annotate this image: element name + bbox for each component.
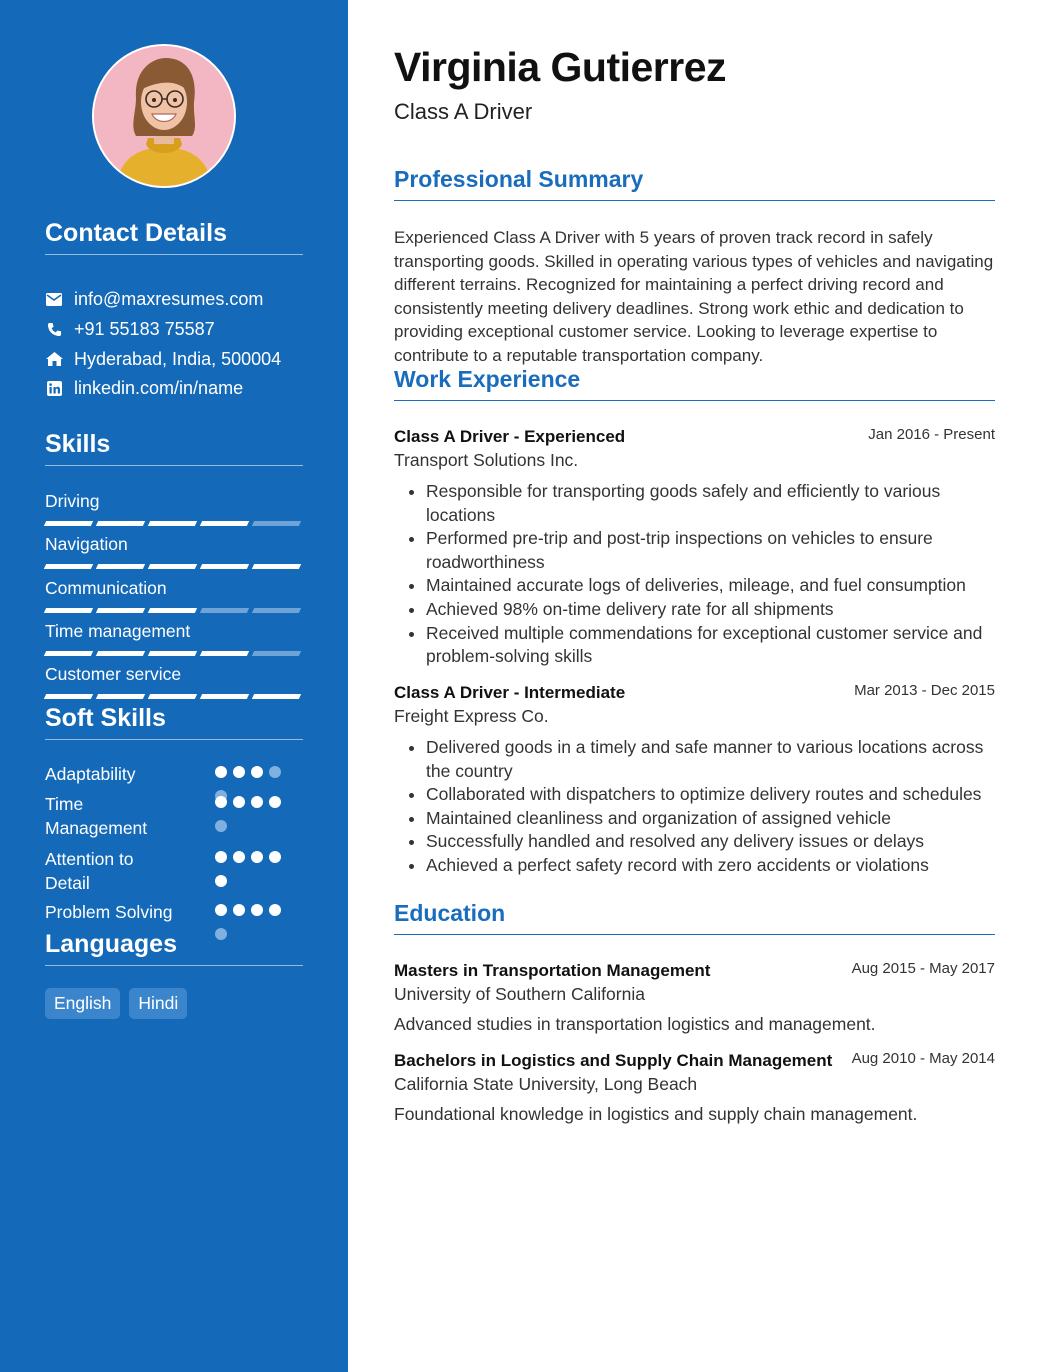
job-company: Freight Express Co. xyxy=(394,706,549,726)
job-bullet: • Responsible for transporting goods safely and efficiently to various locations xyxy=(426,480,995,527)
contact-email[interactable] xyxy=(45,285,303,315)
job-company: Transport Solutions Inc. xyxy=(394,450,579,470)
rating-dot xyxy=(215,851,227,863)
education-dates: Aug 2010 - May 2014 xyxy=(851,1050,995,1067)
soft-skills-title: Soft Skills xyxy=(45,704,303,740)
rating-dot xyxy=(269,796,281,808)
education-degree: Masters in Transportation Management xyxy=(394,961,711,980)
sidebar xyxy=(0,0,348,1372)
job-bullet: • Delivered goods in a timely and safe manner to various locations across the country xyxy=(426,736,995,783)
skill-level-segment xyxy=(44,521,93,526)
home-icon xyxy=(45,350,63,368)
job-title: Class A Driver - Experienced xyxy=(394,427,626,446)
education-desc: Advanced studies in transportation logistics and management. xyxy=(394,1014,876,1034)
soft-skill-item xyxy=(45,762,303,792)
skill-level-segment xyxy=(200,608,249,613)
education-school: University of Southern California xyxy=(394,984,645,1004)
education-degree: Bachelors in Logistics and Supply Chain Management xyxy=(394,1051,833,1070)
skill-level-segment xyxy=(200,521,249,526)
soft-skill-item xyxy=(45,847,303,900)
skill-level-segment xyxy=(148,694,197,699)
skill-level-segment xyxy=(252,564,301,569)
rating-dot xyxy=(251,851,263,863)
rating-dot xyxy=(251,796,263,808)
rating-dot xyxy=(233,904,245,916)
skill-name: Communication xyxy=(45,577,167,598)
skill-level-segment xyxy=(200,651,249,656)
skill-level-segment xyxy=(252,694,301,699)
skill-level-segment xyxy=(148,564,197,569)
skill-name: Navigation xyxy=(45,534,128,555)
rating-dot xyxy=(233,851,245,863)
skill-item xyxy=(45,489,303,532)
skills-section xyxy=(45,430,303,705)
rating-dot xyxy=(215,904,227,916)
skill-level-bar xyxy=(45,608,303,613)
job-entry xyxy=(394,681,995,878)
languages-section xyxy=(45,930,303,1019)
linkedin-icon xyxy=(45,380,63,398)
skill-level-segment xyxy=(44,694,93,699)
soft-skill-name: Time Management xyxy=(45,794,148,838)
contact-linkedin[interactable] xyxy=(45,374,303,404)
skill-level-segment xyxy=(96,521,145,526)
job-bullet: • Maintained cleanliness and organization of assigned vehicle xyxy=(426,807,995,831)
skill-level-bar xyxy=(45,694,303,699)
summary-title: Professional Summary xyxy=(394,166,995,201)
languages-title: Languages xyxy=(45,930,303,966)
job-entry xyxy=(394,425,995,669)
skill-item xyxy=(45,532,303,575)
skill-level-segment xyxy=(148,521,197,526)
skill-item xyxy=(45,662,303,705)
rating-dot xyxy=(269,766,281,778)
skills-list xyxy=(45,489,303,705)
email-icon xyxy=(45,291,63,309)
contact-address xyxy=(45,344,303,374)
job-bullets xyxy=(394,736,995,878)
rating-dot xyxy=(269,904,281,916)
skill-level-segment xyxy=(252,608,301,613)
skill-level-segment xyxy=(96,564,145,569)
skill-level-segment xyxy=(96,651,145,656)
skill-item xyxy=(45,619,303,662)
soft-skill-name: Adaptability xyxy=(45,764,136,784)
skill-level-segment xyxy=(252,651,301,656)
contact-linkedin-text: linkedin.com/in/name xyxy=(74,378,244,399)
soft-skill-rating xyxy=(215,796,287,844)
skills-title: Skills xyxy=(45,430,303,466)
job-bullet: • Successfully handled and resolved any delivery issues or delays xyxy=(426,830,995,854)
skill-level-bar xyxy=(45,564,303,569)
skill-level-segment xyxy=(200,694,249,699)
job-title: Class A Driver - Intermediate xyxy=(394,683,626,702)
rating-dot xyxy=(269,851,281,863)
rating-dot xyxy=(233,796,245,808)
soft-skills-section xyxy=(45,704,303,930)
soft-skill-rating xyxy=(215,851,287,899)
job-bullet: • Achieved a perfect safety record with zero accidents or violations xyxy=(426,854,995,878)
rating-dot xyxy=(251,904,263,916)
experience-title: Work Experience xyxy=(394,366,995,401)
rating-dot xyxy=(215,796,227,808)
education-dates: Aug 2015 - May 2017 xyxy=(851,960,995,977)
skill-level-segment xyxy=(96,608,145,613)
job-bullet: • Maintained accurate logs of deliveries, mileage, and fuel consumption xyxy=(426,574,995,598)
contact-address-text: Hyderabad, India, 500004 xyxy=(74,348,282,369)
job-dates: Mar 2013 - Dec 2015 xyxy=(854,682,995,699)
contact-phone[interactable] xyxy=(45,315,303,345)
phone-icon xyxy=(45,321,63,339)
avatar xyxy=(92,44,236,188)
soft-skill-name: Attention to Detail xyxy=(45,849,134,893)
job-dates: Jan 2016 - Present xyxy=(868,426,995,443)
skill-level-segment xyxy=(44,651,93,656)
soft-skills-list xyxy=(45,762,303,930)
skill-name: Time management xyxy=(45,620,191,641)
profile-photo xyxy=(94,46,234,186)
skill-item xyxy=(45,576,303,619)
skill-level-segment xyxy=(44,564,93,569)
soft-skill-name: Problem Solving xyxy=(45,902,173,922)
skill-name: Customer service xyxy=(45,664,182,685)
skill-level-segment xyxy=(148,651,197,656)
rating-dot xyxy=(233,766,245,778)
education-entry xyxy=(394,1049,995,1126)
education-school: California State University, Long Beach xyxy=(394,1074,698,1094)
language-tag: Hindi xyxy=(129,988,187,1019)
candidate-name: Virginia Gutierrez xyxy=(394,44,727,90)
skill-level-segment xyxy=(252,521,301,526)
rating-dot xyxy=(215,875,227,887)
skill-level-segment xyxy=(44,608,93,613)
education-title: Education xyxy=(394,900,995,935)
education-entry xyxy=(394,959,995,1036)
job-bullet: • Collaborated with dispatchers to optimize delivery routes and schedules xyxy=(426,783,995,807)
rating-dot xyxy=(251,766,263,778)
candidate-role: Class A Driver xyxy=(394,99,533,124)
contact-section xyxy=(45,219,303,404)
job-bullet: • Received multiple commendations for exceptional customer service and problem-solving skills xyxy=(426,622,995,669)
rating-dot xyxy=(215,766,227,778)
language-tag: English xyxy=(45,988,120,1019)
job-bullets xyxy=(394,480,995,669)
job-bullet: • Achieved 98% on-time delivery rate for all shipments xyxy=(426,598,995,622)
skill-name: Driving xyxy=(45,491,100,511)
summary-text: Experienced Class A Driver with 5 years of proven track record in safely transporting goods. Skilled in operating various types of vehicles and navigating different terrains. Recognized for maintaining a perfect driving record and consistently meeting delivery deadlines. Strong work ethic and dedication to providing exceptional customer service. Looking to leverage expertise to contribute to a reputable transportation company. xyxy=(394,228,994,365)
skill-level-bar xyxy=(45,651,303,656)
contact-phone-text: +91 55183 75587 xyxy=(74,319,215,340)
languages-list xyxy=(45,988,303,1019)
skill-level-segment xyxy=(96,694,145,699)
contact-email-text: info@maxresumes.com xyxy=(74,289,264,310)
skill-level-segment xyxy=(148,608,197,613)
soft-skill-item xyxy=(45,792,303,847)
skill-level-bar xyxy=(45,521,303,526)
contact-list xyxy=(45,285,303,404)
education-desc: Foundational knowledge in logistics and supply chain management. xyxy=(394,1104,918,1124)
job-bullet: • Performed pre-trip and post-trip inspections on vehicles to ensure roadworthiness xyxy=(426,527,995,574)
contact-title: Contact Details xyxy=(45,219,303,255)
skill-level-segment xyxy=(200,564,249,569)
soft-skill-item xyxy=(45,900,303,930)
rating-dot xyxy=(215,820,227,832)
